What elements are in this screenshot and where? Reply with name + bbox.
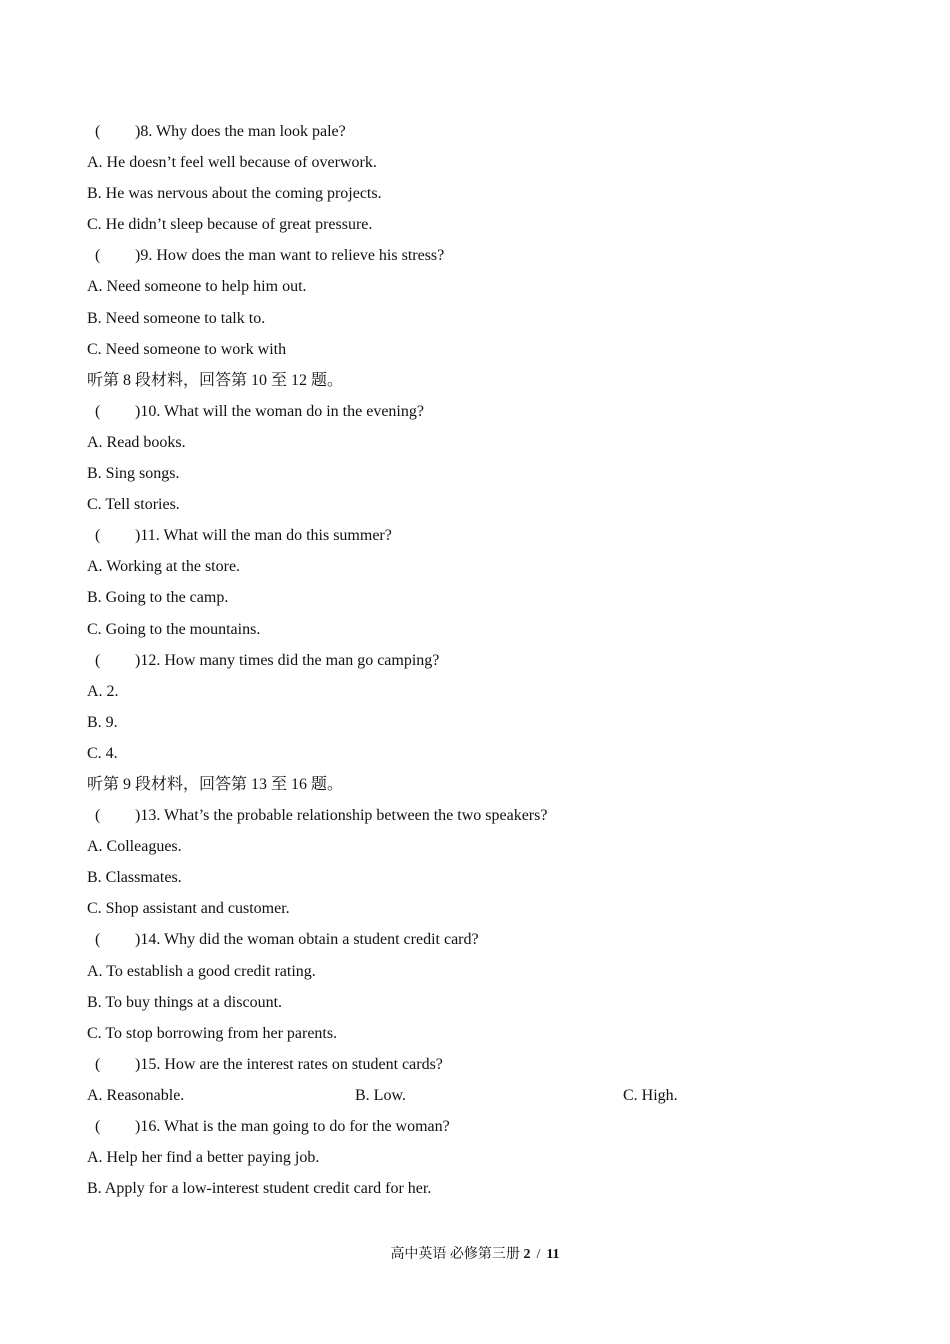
option-16a: A. Help her find a better paying job. — [87, 1149, 320, 1167]
option-8c: C. He didn’t sleep because of great pressure. — [87, 216, 373, 234]
answer-blank: ( — [95, 402, 101, 420]
option-14c: C. To stop borrowing from her parents. — [87, 1024, 338, 1042]
option-13b: B. Classmates. — [87, 869, 182, 887]
option-10b: B. Sing songs. — [87, 465, 180, 483]
question-text: )13. What’s the probable relationship between the two speakers? — [135, 807, 548, 825]
answer-blank: ( — [95, 247, 101, 265]
option-15b: B. Low. — [355, 1086, 406, 1104]
question-text: )16. What is the man going to do for the woman? — [135, 1118, 450, 1135]
option-8a: A. He doesn’t feel well because of overwork. — [87, 154, 377, 172]
option-15a: A. Reasonable. — [87, 1086, 185, 1104]
question-text: )14. Why did the woman obtain a student credit card? — [135, 931, 479, 949]
answer-blank: ( — [95, 123, 101, 140]
answer-blank: ( — [95, 807, 101, 825]
question-text: )8. Why does the man look pale? — [135, 123, 346, 140]
question-14 — [87, 924, 867, 955]
question-text: )15. How are the interest rates on student cards? — [135, 1055, 443, 1073]
option-9b: B. Need someone to talk to. — [87, 309, 266, 327]
option-13a: A. Colleagues. — [87, 838, 182, 856]
section-8-heading: 听第 8 段材料，回答第 10 至 12 题。 — [87, 371, 344, 389]
answer-blank: ( — [95, 1055, 101, 1073]
answer-blank: ( — [95, 1118, 101, 1135]
option-11a: A. Working at the store. — [87, 558, 241, 576]
question-13 — [87, 800, 867, 831]
page-separator: / — [536, 1247, 541, 1262]
option-8b: B. He was nervous about the coming projects. — [87, 185, 382, 203]
section-9-heading: 听第 9 段材料，回答第 13 至 16 题。 — [87, 775, 344, 793]
answer-blank: ( — [95, 527, 101, 545]
option-12c: C. 4. — [87, 744, 118, 762]
option-16b: B. Apply for a low-interest student credit card for her. — [87, 1180, 432, 1198]
page-content — [87, 116, 867, 1204]
page-number: 2 — [523, 1247, 531, 1262]
option-14b: B. To buy things at a discount. — [87, 993, 283, 1011]
question-8 — [87, 116, 867, 147]
question-text: )9. How does the man want to relieve his stress? — [135, 247, 445, 265]
question-12 — [87, 645, 867, 676]
option-11b: B. Going to the camp. — [87, 589, 229, 607]
option-13c: C. Shop assistant and customer. — [87, 900, 290, 918]
option-11c: C. Going to the mountains. — [87, 620, 261, 638]
question-15 — [87, 1049, 867, 1080]
option-10c: C. Tell stories. — [87, 496, 180, 514]
option-9c: C. Need someone to work with — [87, 340, 287, 358]
option-9a: A. Need someone to help him out. — [87, 278, 307, 296]
options-row-15 — [87, 1080, 867, 1111]
answer-blank: ( — [95, 651, 101, 669]
option-10a: A. Read books. — [87, 433, 186, 451]
page-total: 11 — [546, 1247, 560, 1262]
option-12b: B. 9. — [87, 713, 118, 731]
page-footer — [0, 1245, 950, 1265]
option-14a: A. To establish a good credit rating. — [87, 962, 316, 980]
answer-blank: ( — [95, 931, 101, 949]
option-12a: A. 2. — [87, 682, 119, 700]
question-9 — [87, 240, 867, 271]
footer-title: 高中英语 必修第三册 — [390, 1247, 520, 1262]
question-text: )12. How many times did the man go camping? — [135, 651, 440, 669]
question-10 — [87, 396, 867, 427]
question-text: )11. What will the man do this summer? — [135, 527, 392, 545]
question-16 — [87, 1111, 867, 1142]
question-11 — [87, 520, 867, 551]
question-text: )10. What will the woman do in the evening? — [135, 402, 424, 420]
option-15c: C. High. — [623, 1086, 678, 1104]
